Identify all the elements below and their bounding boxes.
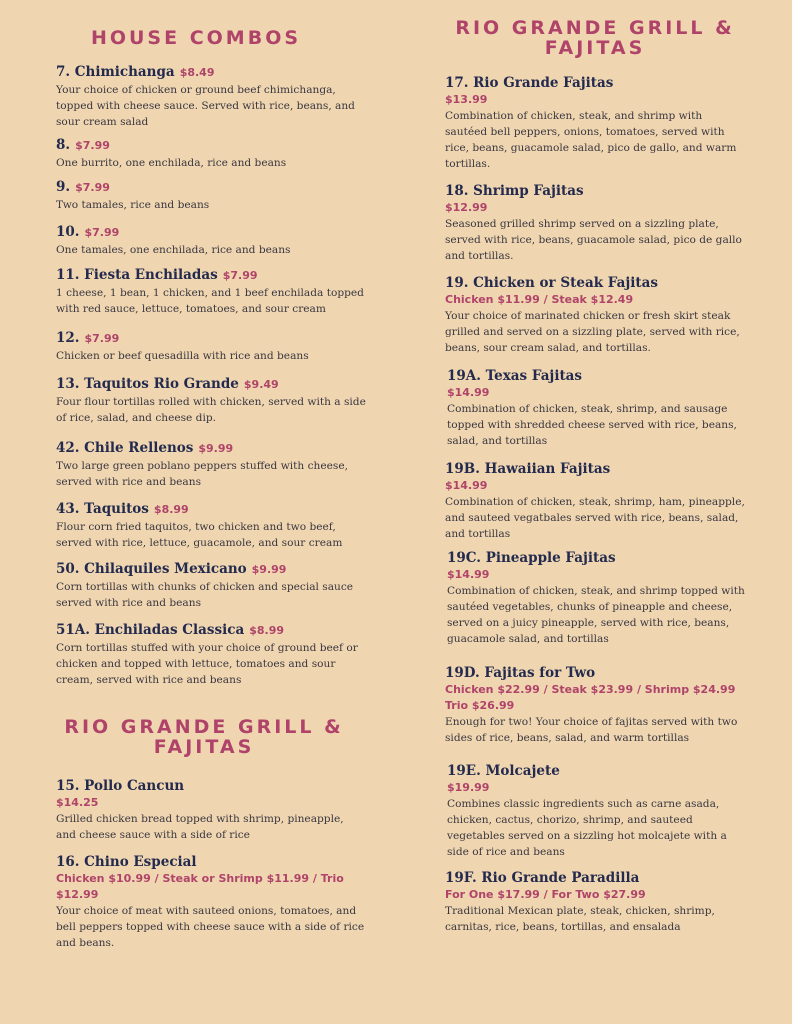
grill-title-line2: FAJITAS [153,736,255,758]
menu-item [445,73,745,172]
menu-item [56,852,366,951]
item-description: Combination of chicken, steak, shrimp, and sausage topped with shredded cheese served with rice, beans, salad, and tortillas [447,403,737,447]
menu-item [56,776,366,843]
item-name: 8. [56,137,71,153]
menu-item [56,559,366,611]
item-price: $9.99 [251,563,287,576]
item-price: $9.49 [243,378,279,391]
menu-item [445,868,745,935]
item-name: 19B. Hawaiian Fajitas [445,461,611,477]
item-description: Chicken or beef quesadilla with rice and beans [56,350,309,362]
item-price: Chicken $10.99 / Steak or Shrimp $11.99 / Trio $12.99 [56,872,344,901]
menu-item [56,222,366,258]
item-price: $8.49 [179,66,215,79]
item-name: 42. Chile Rellenos [56,440,194,456]
item-name: 19F. Rio Grande Paradilla [445,870,640,886]
item-description: Traditional Mexican plate, steak, chicken, shrimp, carnitas, rice, beans, tortillas, and ensalada [445,905,715,933]
grill-title-line1: RIO GRANDE GRILL & [455,17,735,39]
item-name: 19D. Fajitas for Two [445,665,596,681]
item-description: One burrito, one enchilada, rice and beans [56,157,287,169]
item-description: Enough for two! Your choice of fajitas served with two sides of rice, beans, salad, and warm tortillas [445,716,738,744]
item-price: $7.99 [84,226,120,239]
item-price: $12.99 [445,201,488,214]
item-price: $14.25 [56,796,99,809]
item-price: Chicken $11.99 / Steak $12.49 [445,293,634,306]
item-price: $9.99 [198,442,234,455]
item-description: Combines classic ingredients such as carne asada, chicken, cactus, chorizo, shrimp, and sauteed vegetables served on a sizzling hot molcajete with a side of rice and beans [447,798,727,858]
item-name: 13. Taquitos Rio Grande [56,376,239,392]
item-price: $14.99 [445,479,488,492]
item-description: Corn tortillas with chunks of chicken and special sauce served with rice and beans [56,581,354,609]
grill-section-title [56,717,352,757]
item-description: Combination of chicken, steak, and shrimp with sautéed bell peppers, onions, tomatoes, served with rice, beans, guacamole salad, pico de gallo, and warm tortillas. [445,110,737,170]
item-price: For One $17.99 / For Two $27.99 [445,888,646,901]
item-name: 43. Taquitos [56,501,149,517]
item-description: 1 cheese, 1 bean, 1 chicken, and 1 beef enchilada topped with red sauce, lettuce, tomatoes, and sour cream [56,287,364,315]
item-description: Combination of chicken, steak, shrimp, ham, pineapple, and sauteed vegatbales served with rice, beans, salad, and tortillas [445,496,745,540]
item-name: 19. Chicken or Steak Fajitas [445,275,658,291]
item-name: 19E. Molcajete [447,763,560,779]
menu-item [56,328,366,364]
item-name: 19C. Pineapple Fajitas [447,550,616,566]
item-description: Your choice of meat with sauteed onions, tomatoes, and bell peppers topped with cheese sauce with a side of rice and beans. [56,905,365,949]
item-name: 15. Pollo Cancun [56,778,185,794]
item-name: 10. [56,224,80,240]
item-description: Corn tortillas stuffed with your choice of ground beef or chicken and topped with lettuce, tomatoes and sour cream, served with rice and beans [56,642,358,686]
item-name: 12. [56,330,80,346]
item-description: Your choice of chicken or ground beef chimichanga, topped with cheese sauce. Served with rice, beans, and sour cream salad [56,84,355,128]
item-description: Flour corn fried taquitos, two chicken and two beef, served with rice, lettuce, guacamole, and sour cream [56,521,343,549]
item-price: $7.99 [84,332,120,345]
item-name: 18. Shrimp Fajitas [445,183,584,199]
grill-title-line1: RIO GRANDE GRILL & [64,716,344,738]
menu-item [56,265,366,317]
item-name: 7. Chimichanga [56,64,175,80]
item-price: $7.99 [75,139,110,152]
item-description: Four flour tortillas rolled with chicken, served with a side of rice, salad, and cheese dip. [56,396,366,424]
menu-item [447,548,745,647]
grill-fajitas-title [445,18,745,58]
item-price: $8.99 [153,503,189,516]
item-name: 19A. Texas Fajitas [447,368,583,384]
item-price: Chicken $22.99 / Steak $23.99 / Shrimp $24.99 [445,683,736,696]
item-name: 50. Chilaquiles Mexicano [56,561,247,577]
item-price: $13.99 [445,93,488,106]
item-price: $19.99 [447,781,490,794]
item-description: One tamales, one enchilada, rice and beans [56,244,291,256]
menu-item [447,761,745,860]
item-price: $7.99 [75,181,110,194]
grill-title-line2: FAJITAS [544,37,646,59]
menu-item [445,273,745,356]
item-price-secondary: Trio $26.99 [445,699,515,712]
item-description: Two tamales, rice and beans [56,199,210,211]
item-name: 51A. Enchiladas Classica [56,622,245,638]
item-price: $8.99 [249,624,285,637]
menu-item [445,459,745,542]
item-price: $14.99 [447,386,490,399]
item-description: Your choice of marinated chicken or fresh skirt steak grilled and served on a sizzling plate, served with rice, beans, sour cream salad, and tortillas. [445,310,740,354]
item-name: 16. Chino Especial [56,854,197,870]
menu-item [56,499,366,551]
menu-item [56,135,366,171]
menu-item [56,177,366,213]
menu-item [445,663,745,746]
item-description: Combination of chicken, steak, and shrimp topped with sautéed vegetables, chunks of pineapple and cheese, served on a juicy pineapple, served with rice, beans, guacamole salad, and tortillas [447,585,745,645]
item-price: $7.99 [222,269,258,282]
item-description: Two large green poblano peppers stuffed with cheese, served with rice and beans [56,460,348,488]
item-name: 17. Rio Grande Fajitas [445,75,614,91]
menu-item [56,62,366,130]
menu-item [447,366,745,449]
item-name: 11. Fiesta Enchiladas [56,267,218,283]
menu-item [56,438,366,490]
menu-item [56,620,366,688]
menu-item [445,181,745,264]
item-description: Seasoned grilled shrimp served on a sizzling plate, served with rice, beans, guacamole salad, pico de gallo and tortillas. [445,218,742,262]
item-name: 9. [56,179,71,195]
house-combos-title: HOUSE COMBOS [90,27,302,49]
item-description: Grilled chicken bread topped with shrimp, pineapple, and cheese sauce with a side of rice [56,813,344,841]
menu-item [56,374,366,426]
item-price: $14.99 [447,568,490,581]
